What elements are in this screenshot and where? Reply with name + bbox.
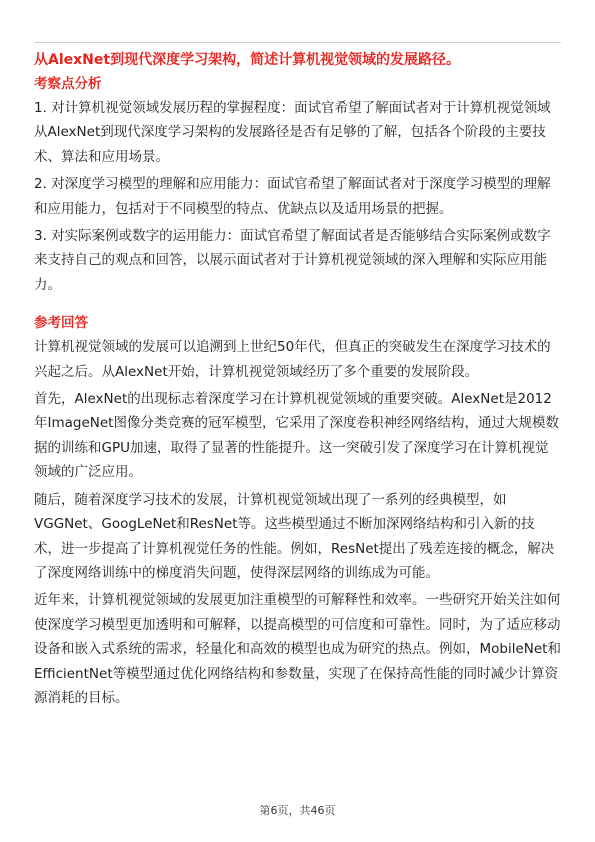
answer-paragraph-1: 计算机视觉领域的发展可以追溯到上世纪50年代，但真正的突破发生在深度学习技术的兴起之后。从AlexNet开始，计算机视觉领域经历了多个重要的发展阶段。 (34, 339, 551, 380)
analysis-point-1: 1. 对计算机视觉领域发展历程的掌握程度：面试官希望了解面试者对于计算机视觉领域从AlexNet到现代深度学习架构的发展路径是否有足够的了解，包括各个阶段的主要技术、算法和应用场景。 (34, 100, 551, 165)
answer-paragraph-3: 随后，随着深度学习技术的发展，计算机视觉领域出现了一系列的经典模型，如VGGNet、GoogLeNet和ResNet等。这些模型通过不断加深网络结构和引入新的技术，进一步提高了计算机视觉任务的性能。例如，ResNet提出了残差连接的概念，解决了深度网络训练中的梯度消失问题，使得深层网络的训练成为可能。 (34, 491, 555, 581)
analysis-point-2: 2. 对深度学习模型的理解和应用能力：面试官希望了解面试者对于深度学习模型的理解和应用能力，包括对于不同模型的特点、优缺点以及适用场景的把握。 (34, 176, 551, 217)
header-divider (34, 42, 561, 43)
document-body (34, 48, 561, 710)
question-title: 从AlexNet到现代深度学习架构，简述计算机视觉领域的发展路径。 (34, 52, 461, 68)
analysis-point-3: 3. 对实际案例或数字的运用能力：面试官希望了解面试者是否能够结合实际案例或数字来支持自己的观点和回答，以展示面试者对于计算机视觉领域的深入理解和实际应用能力。 (34, 228, 551, 293)
answer-heading: 参考回答 (34, 315, 88, 332)
answer-paragraph-4: 近年来，计算机视觉领域的发展更加注重模型的可解释性和效率。一些研究开始关注如何使深度学习模型更加透明和可解释，以提高模型的可信度和可靠性。同时，为了适应移动设备和嵌入式系统的需求，轻量化和高效的模型也成为研究的热点。例如，MobileNet和EfficientNet等模型通过优化网络结构和参数量，实现了在保持高性能的同时减少计算资源消耗的目标。 (34, 592, 561, 706)
analysis-heading: 考察点分析 (34, 76, 102, 92)
answer-paragraph-2: 首先，AlexNet的出现标志着深度学习在计算机视觉领域的重要突破。AlexNet是2012年ImageNet图像分类竞赛的冠军模型，它采用了深度卷积神经网络结构，通过大规模数据的训练和GPU加速，取得了显著的性能提升。这一突破引发了深度学习在计算机视觉领域的广泛应用。 (34, 391, 559, 481)
page-number: 第6页，共46页 (259, 804, 336, 817)
